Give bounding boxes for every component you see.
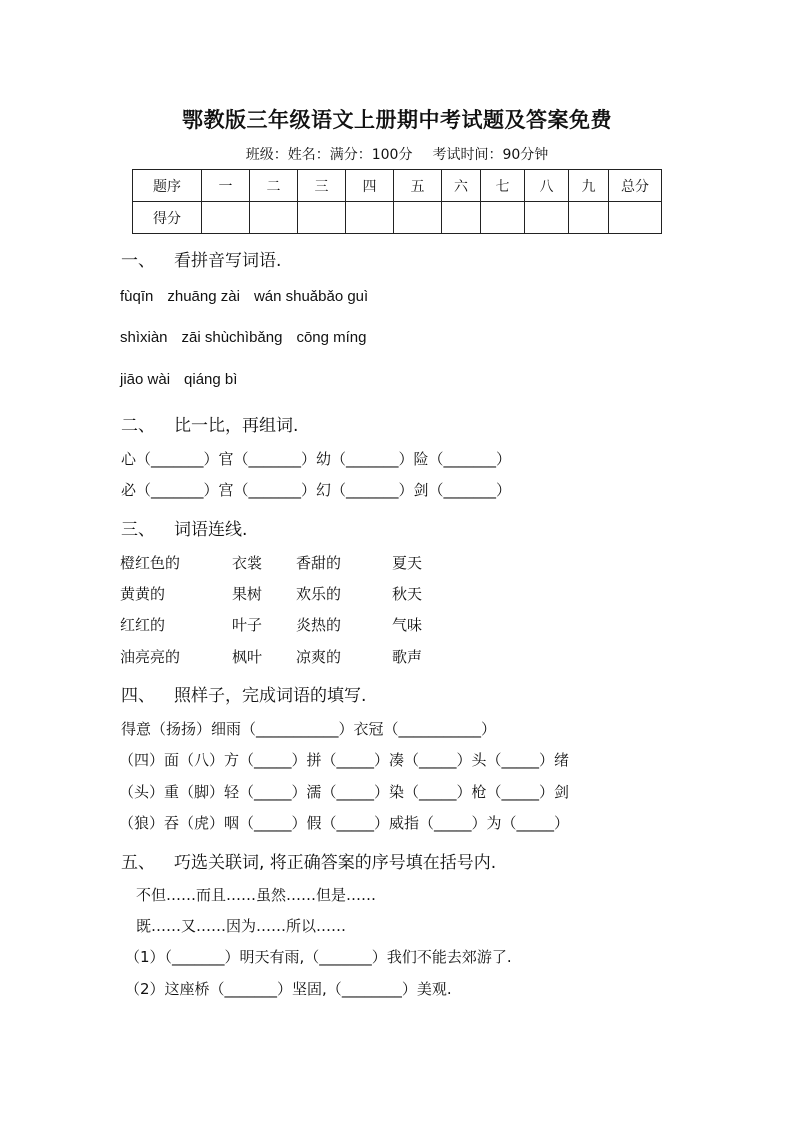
match-word: 秋天 <box>392 585 423 603</box>
fill-line-2: （四）面（八）方（_____）拼（_____）凑（_____）头（_____）绪 <box>119 751 570 769</box>
match-word: 叶子 <box>232 616 263 634</box>
score-cell[interactable] <box>298 202 346 234</box>
score-header-cell: 总分 <box>609 170 662 202</box>
pinyin-word: shìxiàn <box>120 329 168 346</box>
match-word: 歌声 <box>392 648 423 666</box>
pinyin-word: zhuāng zài <box>167 288 240 305</box>
score-header-cell: 三 <box>298 170 346 202</box>
pinyin-word: qiáng bì <box>184 371 238 388</box>
pinyin-word: wán shuǎbǎo guì <box>253 288 369 305</box>
score-row-label: 得分 <box>133 202 202 234</box>
section-5-title: 巧选关联词, 将正确答案的序号填在括号内. <box>174 853 497 873</box>
match-word: 橙红色的 <box>120 554 181 572</box>
match-word: 油亮亮的 <box>120 648 181 666</box>
conjunction-question-1: （1）（_______）明天有雨,（_______）我们不能去郊游了. <box>125 948 512 966</box>
pinyin-word: cōng míng <box>296 329 367 346</box>
fill-line-1: 得意（扬扬）细雨（___________）衣冠（___________） <box>121 720 497 738</box>
match-word: 红红的 <box>120 616 166 634</box>
section-4-number: 四、 <box>121 686 155 706</box>
match-word: 香甜的 <box>296 554 342 572</box>
score-header-cell: 一 <box>202 170 250 202</box>
match-word: 果树 <box>232 585 263 603</box>
score-header-cell: 二 <box>250 170 298 202</box>
match-word: 炎热的 <box>296 616 342 634</box>
match-word: 黄黄的 <box>120 585 166 603</box>
score-header-cell: 九 <box>569 170 609 202</box>
section-2-number: 二、 <box>121 416 155 436</box>
match-word: 气味 <box>392 616 423 634</box>
pinyin-line-3 <box>120 371 251 388</box>
exam-info <box>0 144 794 164</box>
conjunction-question-2: （2）这座桥（_______）坚固,（________）美观. <box>125 980 452 998</box>
pinyin-word: fùqīn <box>120 288 154 305</box>
exam-info-time: 考试时间：90分钟 <box>432 147 549 163</box>
score-cell[interactable] <box>394 202 442 234</box>
score-cell[interactable] <box>609 202 662 234</box>
match-word: 枫叶 <box>232 648 263 666</box>
score-cell[interactable] <box>202 202 250 234</box>
score-header-cell: 四 <box>346 170 394 202</box>
fill-line-4: （狼）吞（虎）咽（_____）假（_____）威指（_____）为（_____） <box>119 814 570 832</box>
match-word: 凉爽的 <box>296 648 342 666</box>
page-title: 鄂教版三年级语文上册期中考试题及答案免费 <box>182 108 612 132</box>
section-2-title: 比一比，再组词. <box>174 416 299 436</box>
score-header-cell: 题序 <box>133 170 202 202</box>
section-3-number: 三、 <box>121 520 155 540</box>
section-4-heading <box>121 681 366 706</box>
match-word: 夏天 <box>392 554 423 572</box>
score-cell[interactable] <box>481 202 525 234</box>
score-header-cell: 八 <box>525 170 569 202</box>
pinyin-line-2 <box>120 329 380 346</box>
score-header-cell: 六 <box>442 170 481 202</box>
section-4-title: 照样子，完成词语的填写. <box>174 686 367 706</box>
section-5-heading <box>121 848 496 873</box>
score-cell[interactable] <box>525 202 569 234</box>
score-table-header-row <box>133 170 662 202</box>
match-word: 衣裳 <box>232 554 263 572</box>
section-1-heading <box>121 246 281 271</box>
compare-line-1: 心（_______）官（_______）幼（_______）险（_______） <box>121 450 512 468</box>
exam-info-class: 班级：姓名：满分：100分 <box>245 147 413 163</box>
score-cell[interactable] <box>250 202 298 234</box>
section-1-number: 一、 <box>121 251 155 271</box>
score-cell[interactable] <box>442 202 481 234</box>
score-header-cell: 七 <box>481 170 525 202</box>
conjunction-options-1: 不但……而且……虽然……但是…… <box>136 886 377 904</box>
match-word: 欢乐的 <box>296 585 342 603</box>
conjunction-options-2: 既……又……因为……所以…… <box>136 917 347 935</box>
pinyin-line-1 <box>120 288 382 305</box>
section-3-heading <box>121 515 247 540</box>
score-table-score-row <box>133 202 662 234</box>
section-2-heading <box>121 411 298 436</box>
section-3-title: 词语连线. <box>174 520 248 540</box>
pinyin-word: jiāo wài <box>120 371 171 388</box>
section-1-title: 看拼音写词语. <box>174 251 282 271</box>
score-table <box>132 169 662 234</box>
section-5-number: 五、 <box>121 853 155 873</box>
fill-line-3: （头）重（脚）轻（_____）濡（_____）染（_____）枪（_____）剑 <box>119 783 570 801</box>
score-cell[interactable] <box>346 202 394 234</box>
compare-line-2: 必（_______）宫（_______）幻（_______）剑（_______） <box>121 481 512 499</box>
score-cell[interactable] <box>569 202 609 234</box>
pinyin-word: zāi shùchìbǎng <box>181 329 283 346</box>
score-header-cell: 五 <box>394 170 442 202</box>
